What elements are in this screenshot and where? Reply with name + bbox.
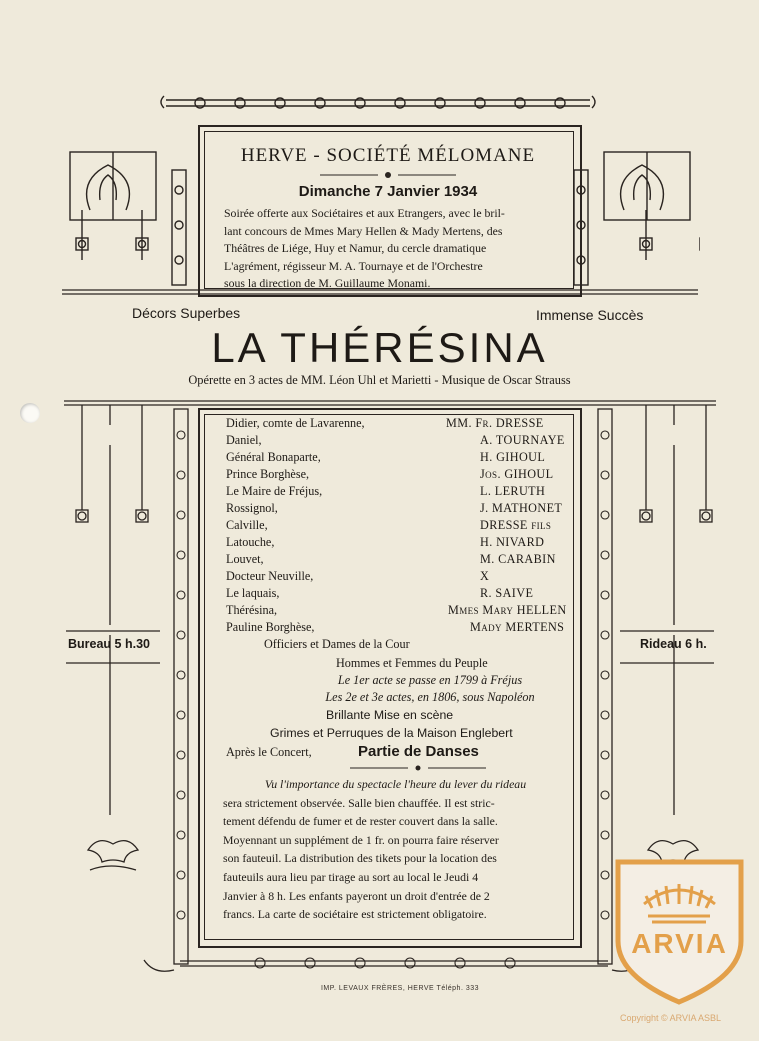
arvia-logo [612, 856, 747, 1006]
act1-setting: Le 1er acte se passe en 1799 à Fréjus [337, 673, 523, 687]
notice-text [223, 775, 568, 924]
cast-row [226, 484, 566, 501]
cast-row [226, 467, 566, 484]
cast-row [226, 603, 566, 620]
arvia-wordmark: ARVIA [631, 928, 728, 959]
notice-line: fauteuils aura lieu par tirage au sort au local le Jeudi 4 [223, 869, 479, 884]
cast-actor: R. SAIVE [480, 586, 534, 600]
cast-actor: Jos. GIHOUL [480, 467, 554, 481]
notice-line: francs. La carte de sociétaire est strictement obligatoire. [223, 907, 487, 922]
after-concert: Après le Concert, [226, 745, 312, 759]
extras-line1: Officiers et Dames de la Cour [264, 637, 410, 651]
copyright-notice: Copyright © ARVIA ASBL [620, 1013, 722, 1023]
intro-line: Soirée offerte aux Sociétaires et aux Etrangers, avec le bril- [224, 206, 505, 220]
notice-line: sera strictement observée. Salle bien chauffée. Il est stric- [223, 795, 495, 810]
cast-role: Docteur Neuville, [226, 569, 314, 583]
cast-role: Rossignol, [226, 501, 278, 515]
cast-role: Le Maire de Fréjus, [226, 484, 323, 498]
society-title: HERVE - SOCIÉTÉ MÉLOMANE [240, 145, 536, 166]
show-title: LA THÉRÉSINA [211, 324, 548, 371]
cast-actor: DRESSE fils [480, 518, 552, 532]
intro-line: L'agrément, régisseur M. A. Tournaye et de l'Orchestre [224, 258, 483, 273]
cast-row [226, 433, 566, 450]
cast-role: Louvet, [226, 552, 264, 566]
intro-line: sous la direction de M. Guillaume Monami. [224, 276, 431, 290]
printer-credit: IMP. LEVAUX FRÈRES, HERVE Téléph. 333 [320, 985, 480, 992]
curtain-time: Rideau 6 h. [640, 637, 707, 651]
cast-actor: J. MATHONET [480, 501, 563, 515]
cast-row [226, 569, 566, 586]
cast-row [226, 552, 566, 569]
cast-role: Le laquais, [226, 586, 280, 600]
cast-actor: Mady MERTENS [470, 620, 565, 634]
cast-row [226, 535, 566, 552]
cast-list [226, 416, 571, 646]
cast-actor: Mmes Mary HELLEN [448, 603, 567, 617]
cast-role: Thérésina, [226, 603, 278, 617]
notice-line: Vu l'importance du spectacle l'heure du lever du rideau [264, 777, 527, 791]
event-date: Dimanche 7 Janvier 1934 [298, 183, 478, 200]
cast-actor: X [480, 569, 490, 583]
show-subtitle: Opérette en 3 actes de MM. Léon Uhl et Marietti - Musique de Oscar Strauss [188, 373, 571, 387]
punch-hole [20, 403, 40, 423]
cast-role: Calville, [226, 518, 268, 532]
notice-line: Moyennant un supplément de 1 fr. on pourra faire réserver [223, 832, 499, 847]
box-office-time: Bureau 5 h.30 [68, 637, 150, 651]
staging-note: Brillante Mise en scène [326, 708, 454, 722]
cast-role: Général Bonaparte, [226, 450, 321, 464]
intro-line: lant concours de Mmes Mary Hellen & Mady Mertens, des [224, 223, 503, 238]
intro-text [224, 205, 569, 293]
cast-role: Pauline Borghèse, [226, 620, 315, 634]
cast-role: Prince Borghèse, [226, 467, 310, 481]
extras-line2: Hommes et Femmes du Peuple [336, 656, 488, 670]
dance-party: Partie de Danses [358, 743, 479, 760]
cast-role: Didier, comte de Lavarenne, [226, 416, 365, 430]
section-divider [348, 764, 488, 772]
notice-line: son fauteuil. La distribution des tikets pour la location des [223, 851, 497, 866]
notice-line: Janvier à 8 h. Les enfants payeront un droit d'entrée de 2 [223, 888, 490, 903]
cast-row [226, 416, 566, 433]
cast-actor: M. CARABIN [480, 552, 556, 566]
banner-left: Décors Superbes [132, 305, 241, 321]
cast-actor: A. TOURNAYE [480, 433, 565, 447]
cast-role: Latouche, [226, 535, 275, 549]
act2-setting: Les 2e et 3e actes, en 1806, sous Napoléon [325, 690, 535, 704]
cast-row [226, 450, 566, 467]
cast-row [226, 501, 566, 518]
title-flourish [318, 170, 458, 180]
makeup-note: Grimes et Perruques de la Maison Englebert [270, 726, 513, 740]
banner-right: Immense Succès [536, 307, 644, 323]
cast-actor: MM. Fr. DRESSE [446, 416, 544, 430]
intro-line: Théâtres de Liége, Huy et Namur, du cercle dramatique [224, 241, 487, 255]
notice-line: tement défendu de fumer et de rester couvert dans la salle. [223, 814, 498, 829]
cast-row [226, 586, 566, 603]
cast-row [226, 620, 566, 637]
cast-row [226, 518, 566, 535]
cast-actor: L. LERUTH [480, 484, 546, 498]
cast-actor: H. GIHOUL [480, 450, 546, 464]
cast-role: Daniel, [226, 433, 262, 447]
cast-actor: H. NIVARD [480, 535, 545, 549]
